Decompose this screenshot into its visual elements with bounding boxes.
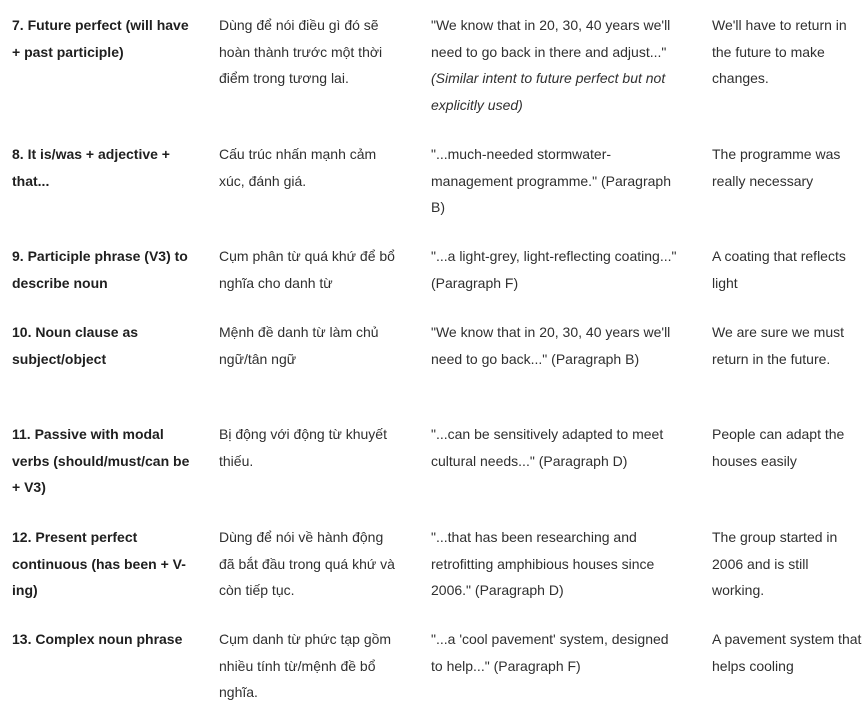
meaning-cell: Bị động với động từ khuyết thiếu. [219,426,387,469]
example-cell [431,141,683,221]
paragraph-ref: (Paragraph F) [493,657,581,674]
meaning-cell: Cụm phân từ quá khứ để bổ nghĩa cho danh từ [219,248,395,291]
structure-cell: 9. Participle phrase (V3) to describe noun [12,248,188,291]
paraphrase-cell: A pavement system that helps cooling [712,631,862,674]
paragraph-ref: (Paragraph B) [431,172,671,215]
example-text: "We know that in 20, 30, 40 years we'll need to go back in there and adjust..." [431,17,671,60]
paraphrase-cell: We are sure we must return in the future. [712,324,845,367]
paragraph-ref: (Paragraph B) [551,350,640,367]
paraphrase-cell: The group started in 2006 and is still working. [712,529,838,598]
example-text: "...a light-grey, light-reflecting coating..." [431,248,677,264]
example-cell [431,243,683,296]
meaning-cell: Mệnh đề danh từ làm chủ ngữ/tân ngữ [219,324,379,367]
paragraph-ref: (Paragraph D) [474,582,564,598]
example-text: "...a 'cool pavement' system, designed to help..." [431,631,669,674]
example-cell [431,626,683,679]
structure-cell: 7. Future perfect (will have + past participle) [12,17,189,60]
meaning-cell: Cụm danh từ phức tạp gồm nhiều tính từ/mệnh đề bổ nghĩa. [219,631,392,700]
example-cell [431,421,683,474]
paraphrase-cell: We'll have to return in the future to make changes. [712,17,847,86]
example-cell [431,524,683,604]
example-text: "We know that in 20, 30, 40 years we'll need to go back..." [431,324,671,367]
paragraph-ref: (Paragraph F) [431,274,519,291]
example-text: "...can be sensitively adapted to meet cultural needs..." [431,426,664,469]
paragraph-ref: (Paragraph D) [538,452,628,469]
structure-cell: 8. It is/was + adjective + that... [12,146,170,189]
structure-cell: 10. Noun clause as subject/object [12,324,139,367]
meaning-cell: Dùng để nói điều gì đó sẽ hoàn thành trước một thời điểm trong tương lai. [219,17,383,86]
structure-cell: 12. Present perfect continuous (has been + V-ing) [12,529,186,598]
example-text: "...much-needed stormwater-management programme." [431,146,612,189]
example-cell [431,12,683,118]
paraphrase-cell: A coating that reflects light [712,248,846,291]
paraphrase-cell: People can adapt the houses easily [712,426,845,469]
meaning-cell: Dùng để nói về hành động đã bắt đầu trong quá khứ và còn tiếp tục. [219,529,395,598]
paraphrase-cell: The programme was really necessary [712,146,841,189]
structure-cell: 11. Passive with modal verbs (should/must/can be + V3) [12,426,190,495]
example-note: (Similar intent to future perfect but not explicitly used) [431,70,666,113]
meaning-cell: Cấu trúc nhấn mạnh cảm xúc, đánh giá. [219,146,377,189]
example-cell [431,319,683,372]
structure-cell: 13. Complex noun phrase [12,631,183,647]
example-text: "...that has been researching and retrofitting amphibious houses since 2006." [431,529,655,598]
